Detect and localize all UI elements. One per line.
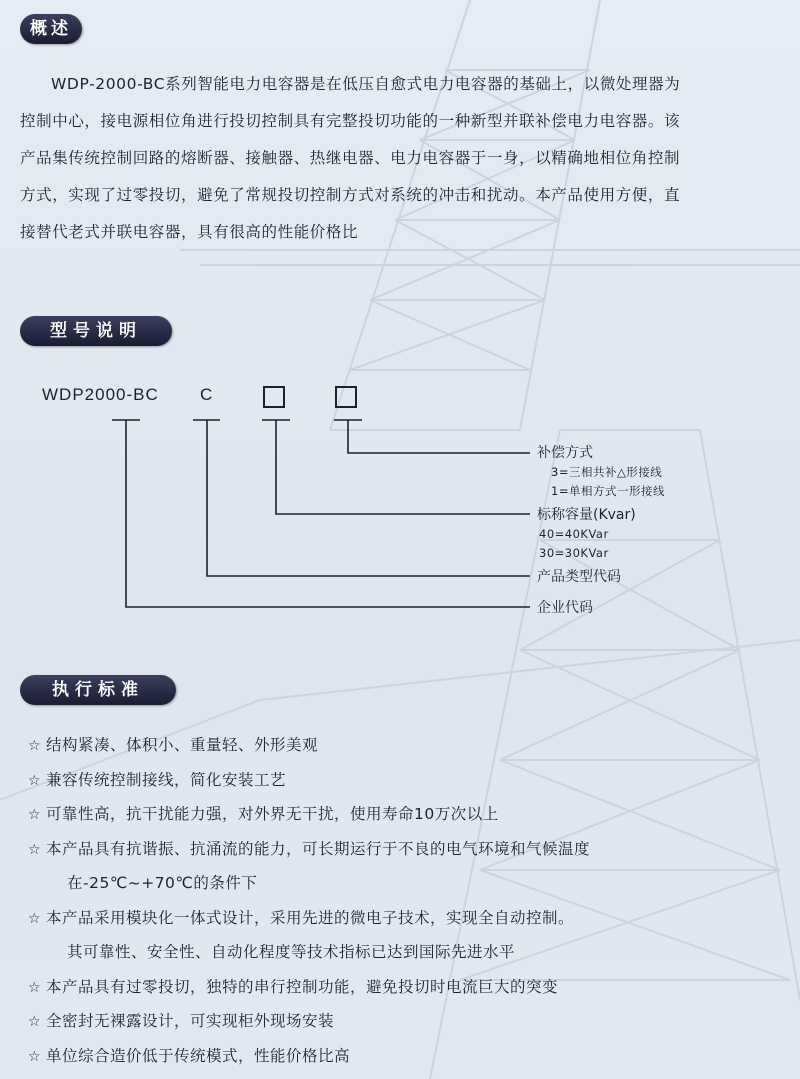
star-icon: ☆ (28, 841, 42, 858)
feature-item (28, 901, 788, 936)
star-icon: ☆ (28, 1048, 42, 1065)
label-comp-option-1: 1=单相方式一形接线 (551, 484, 665, 498)
model-type-code: C (200, 385, 214, 404)
section-title-standard: 执行标准 (20, 675, 176, 705)
label-company: 企业代码 (537, 600, 593, 616)
feature-text: 在-25℃~+70℃的条件下 (67, 874, 258, 892)
label-comp-option-3: 3=三相共补△形接线 (551, 465, 663, 479)
feature-text: 其可靠性、安全性、自动化程度等技术指标已达到国际先进水平 (67, 943, 516, 961)
feature-item (28, 763, 788, 798)
feature-item-continuation (28, 866, 788, 901)
star-icon: ☆ (28, 738, 42, 754)
feature-item (28, 728, 788, 763)
capacity-placeholder-box (263, 386, 285, 408)
overview-line: 产品集传统控制回路的熔断器、接触器、热继电器、电力电容器于一身，以精确地相位角控制 (20, 149, 681, 167)
overview-line: 控制中心，接电源相位角进行投切控制具有完整投切功能的一种新型并联补偿电力电容器。该 (20, 112, 681, 130)
feature-text: 可靠性高，抗干扰能力强，对外界无干扰，使用寿命10万次以上 (46, 805, 499, 823)
label-compensation: 补偿方式 (537, 445, 593, 461)
feature-list (28, 728, 788, 1073)
label-capacity: 标称容量(Kvar) (537, 507, 636, 523)
overview-line: 接替代老式并联电容器，具有很高的性能价格比 (20, 223, 359, 241)
star-icon: ☆ (28, 1014, 42, 1030)
model-base-code: WDP2000-BC (42, 385, 159, 404)
feature-item (28, 970, 788, 1005)
label-cap-option-40: 40=40KVar (539, 527, 609, 541)
star-icon: ☆ (28, 807, 42, 823)
feature-text: 本产品具有抗谐振、抗涌流的能力，可长期运行于不良的电气环境和气候温度 (46, 839, 591, 858)
compensation-placeholder-box (335, 386, 357, 408)
feature-text: 全密封无裸露设计，可实现柜外现场安装 (46, 1012, 335, 1030)
feature-item (28, 832, 788, 867)
feature-text: 兼容传统控制接线，简化安装工艺 (46, 770, 287, 789)
feature-text: 单位综合造价低于传统模式，性能价格比高 (46, 1046, 351, 1065)
star-icon: ☆ (28, 910, 42, 927)
feature-item (28, 797, 788, 832)
overview-text (20, 66, 780, 251)
feature-text: 结构紧凑、体积小、重量轻、外形美观 (46, 736, 319, 754)
section-title-overview: 概述 (20, 14, 82, 44)
feature-item-continuation (28, 935, 788, 970)
feature-item (28, 1039, 788, 1074)
feature-item (28, 1004, 788, 1039)
feature-text: 本产品采用模块化一体式设计，采用先进的微电子技术，实现全自动控制。 (46, 908, 575, 927)
label-cap-option-30: 30=30KVar (539, 546, 609, 560)
label-product-type: 产品类型代码 (537, 569, 621, 585)
overview-line: WDP-2000-BC系列智能电力电容器是在低压自愈式电力电容器的基础上，以微处理器为 (51, 75, 681, 93)
section-title-model: 型号说明 (20, 316, 172, 346)
overview-line: 方式，实现了过零投切，避免了常规投切控制方式对系统的冲击和扰动。本产品使用方便，直 (20, 186, 681, 204)
feature-text: 本产品具有过零投切，独特的串行控制功能，避免投切时电流巨大的突变 (46, 977, 559, 996)
star-icon: ☆ (28, 979, 42, 996)
star-icon: ☆ (28, 772, 42, 789)
